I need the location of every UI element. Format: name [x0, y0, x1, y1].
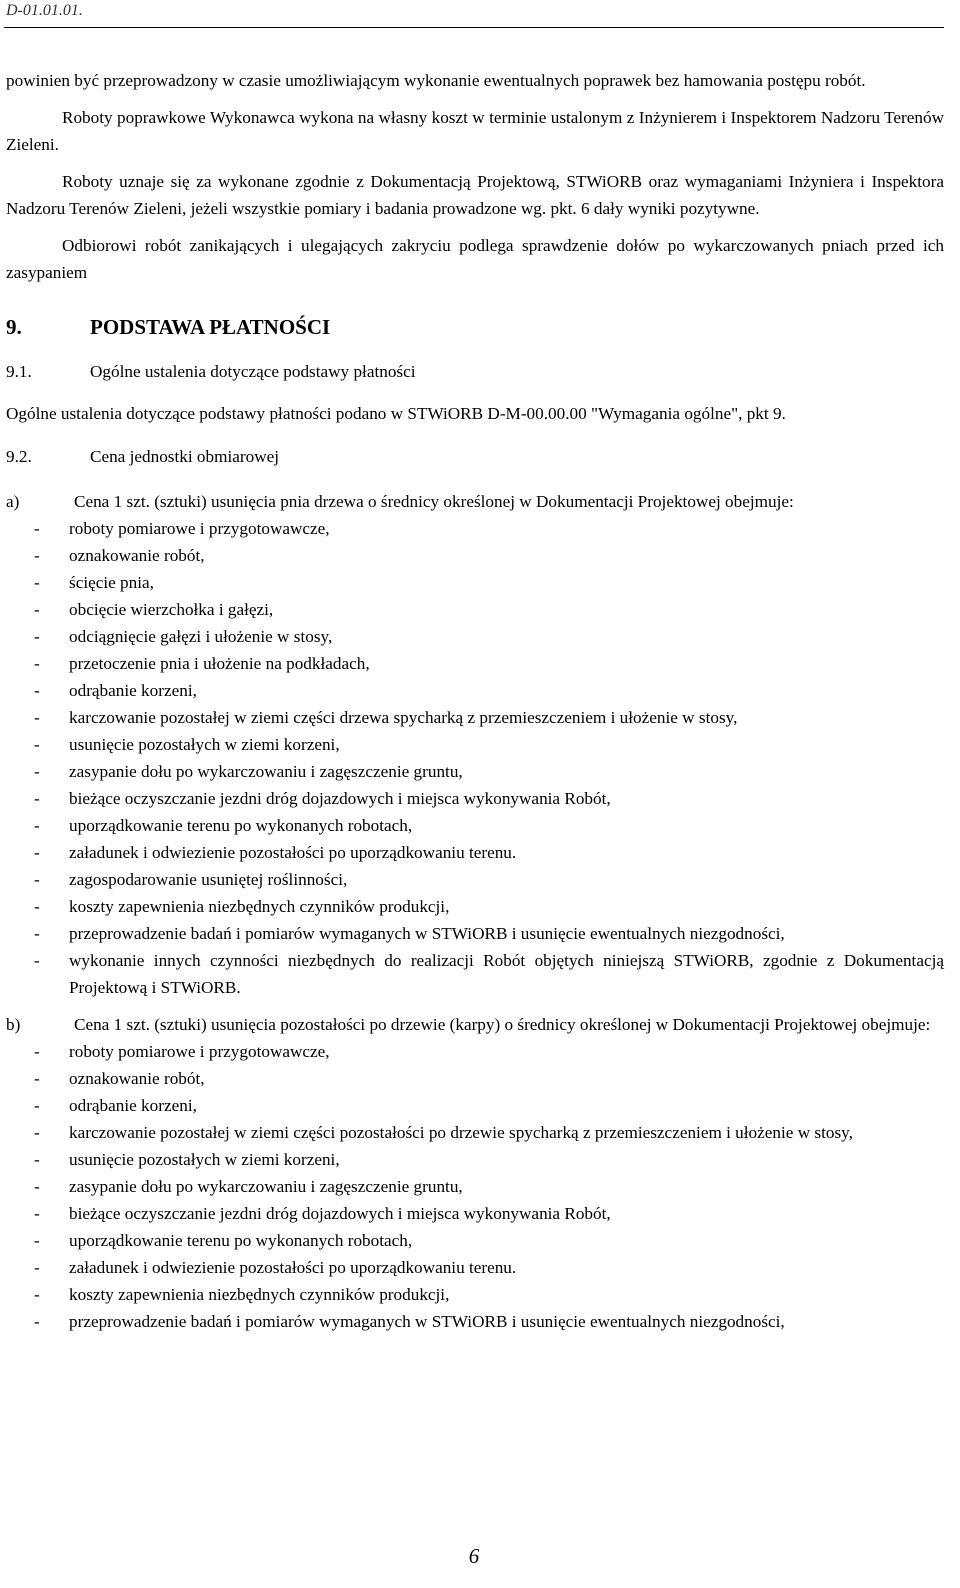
document-code-header: D-01.01.01.	[6, 2, 83, 19]
list-item	[6, 866, 944, 893]
item-text: Cena 1 szt. (sztuki) usunięcia pnia drzewa o średnicy określonej w Dokumentacji Projektowej obejmuje:	[74, 492, 794, 511]
list-item-text: koszty zapewnienia niezbędnych czynników produkcji,	[69, 1285, 450, 1304]
list-item-text: usunięcie pozostałych w ziemi korzeni,	[69, 735, 340, 754]
list-item-text: ścięcie pnia,	[69, 573, 154, 592]
list-item-text: przeprowadzenie badań i pomiarów wymaganych w STWiORB i usunięcie ewentualnych niezgodności,	[69, 1312, 785, 1331]
dash-bullet: -	[34, 924, 40, 943]
dash-bullet: -	[34, 1069, 40, 1088]
dash-bullet: -	[34, 1231, 40, 1250]
list-item	[6, 623, 944, 650]
dash-bullet: -	[34, 627, 40, 646]
paragraph-corrective-works: Roboty poprawkowe Wykonawca wykona na własny koszt w terminie ustalonym z Inżynierem i Inspektorem Nadzoru Terenów Zieleni.	[6, 108, 944, 154]
list-item	[6, 1254, 944, 1281]
subsection-title: Ogólne ustalenia dotyczące podstawy płatności	[90, 362, 416, 381]
list-item	[6, 1308, 944, 1335]
list-item-text: załadunek i odwiezienie pozostałości po uporządkowaniu terenu.	[69, 1258, 517, 1277]
list-item-text: karczowanie pozostałej w ziemi części pozostałości po drzewie spycharką z przemieszczeniem i ułożenie w stosy,	[69, 1123, 853, 1142]
dash-bullet: -	[34, 708, 40, 727]
list-item-text: bieżące oczyszczanie jezdni dróg dojazdowych i miejsca wykonywania Robót,	[69, 789, 611, 808]
subsection-number: 9.2.	[6, 447, 32, 466]
list-item-text: uporządkowanie terenu po wykonanych robotach,	[69, 1231, 413, 1250]
list-item	[6, 758, 944, 785]
dash-bullet: -	[34, 546, 40, 565]
item-marker: a)	[6, 492, 20, 511]
list-item-text: przetoczenie pnia i ułożenie na podkładach,	[69, 654, 370, 673]
dash-bullet: -	[34, 573, 40, 592]
dash-bullet: -	[34, 897, 40, 916]
list-item	[6, 1200, 944, 1227]
list-item-text: usunięcie pozostałych w ziemi korzeni,	[69, 1150, 340, 1169]
list-item-text: odrąbanie korzeni,	[69, 1096, 197, 1115]
item-text: Cena 1 szt. (sztuki) usunięcia pozostałości po drzewie (karpy) o średnicy określonej w Dokumentacji Projektowej obejmuje:	[74, 1015, 931, 1034]
list-item-text: załadunek i odwiezienie pozostałości po uporządkowaniu terenu.	[69, 843, 517, 862]
dash-bullet: -	[34, 789, 40, 808]
dash-bullet: -	[34, 762, 40, 781]
list-item	[6, 1227, 944, 1254]
paragraph-general-rules: Ogólne ustalenia dotyczące podstawy płatności podano w STWiORB D-M-00.00.00 "Wymagania ogólne", pkt 9.	[6, 404, 786, 423]
dash-bullet: -	[34, 519, 40, 538]
list-item	[6, 785, 944, 812]
list-item-text: roboty pomiarowe i przygotowawcze,	[69, 1042, 330, 1061]
list-item-text: oznakowanie robót,	[69, 1069, 205, 1088]
list-item-text: zasypanie dołu po wykarczowaniu i zagęszczenie gruntu,	[69, 1177, 463, 1196]
list-item-text: odrąbanie korzeni,	[69, 681, 197, 700]
dash-bullet: -	[34, 735, 40, 754]
list-item-text: roboty pomiarowe i przygotowawcze,	[69, 519, 330, 538]
list-item	[6, 1092, 944, 1119]
section-title: PODSTAWA PŁATNOŚCI	[90, 315, 331, 339]
paragraph-hidden-works: Odbiorowi robót zanikających i ulegających zakryciu podlega sprawdzenie dołów po wykarczowanych pniach przed ich zasypaniem	[6, 236, 944, 282]
paragraph-continuation: powinien być przeprowadzony w czasie umożliwiającym wykonanie ewentualnych poprawek bez hamowania postępu robót.	[6, 71, 866, 90]
dash-bullet: -	[34, 870, 40, 889]
dash-bullet: -	[34, 1204, 40, 1223]
list-item-text: obcięcie wierzchołka i gałęzi,	[69, 600, 274, 619]
list-item	[6, 1038, 944, 1065]
dash-bullet: -	[34, 1312, 40, 1331]
dash-bullet: -	[34, 681, 40, 700]
price-item-b	[6, 1011, 944, 1038]
price-item-a	[6, 488, 944, 515]
list-item	[6, 1173, 944, 1200]
list-item-text: zagospodarowanie usuniętej roślinności,	[69, 870, 348, 889]
dash-bullet: -	[34, 1096, 40, 1115]
dash-bullet: -	[34, 816, 40, 835]
dash-bullet: -	[34, 1285, 40, 1304]
subsection-title: Cena jednostki obmiarowej	[90, 447, 280, 466]
dash-bullet: -	[34, 1123, 40, 1142]
header-divider	[4, 27, 944, 28]
dash-bullet: -	[34, 1177, 40, 1196]
item-marker: b)	[6, 1015, 21, 1034]
subsection-heading-9-1	[6, 358, 944, 385]
list-item	[6, 947, 944, 1001]
list-item-text: bieżące oczyszczanie jezdni dróg dojazdowych i miejsca wykonywania Robót,	[69, 1204, 611, 1223]
list-item	[6, 1119, 944, 1146]
dash-bullet: -	[34, 1150, 40, 1169]
list-item-text: oznakowanie robót,	[69, 546, 205, 565]
paragraph-acceptance: Roboty uznaje się za wykonane zgodnie z Dokumentacją Projektową, STWiORB oraz wymaganiami Inżyniera i Inspektora Nadzoru Terenów Zieleni, jeżeli wszystkie pomiary i badania prowadzone wg. pkt. 6 dały wyniki pozytywne.	[6, 172, 944, 218]
section-heading-9	[6, 312, 944, 342]
list-item	[6, 731, 944, 758]
list-item	[6, 812, 944, 839]
list-item-text: odciągnięcie gałęzi i ułożenie w stosy,	[69, 627, 333, 646]
list-item	[6, 893, 944, 920]
item-b-list	[6, 1038, 944, 1335]
dash-bullet: -	[34, 843, 40, 862]
list-item-text: przeprowadzenie badań i pomiarów wymaganych w STWiORB i usunięcie ewentualnych niezgodności,	[69, 924, 785, 943]
page-number: 6	[468, 1544, 480, 1568]
list-item	[6, 515, 944, 542]
list-item-text: uporządkowanie terenu po wykonanych robotach,	[69, 816, 413, 835]
dash-bullet: -	[34, 600, 40, 619]
list-item	[6, 920, 944, 947]
list-item	[6, 1281, 944, 1308]
subsection-heading-9-2	[6, 443, 944, 470]
section-number: 9.	[6, 315, 22, 339]
dash-bullet: -	[34, 951, 40, 970]
list-item	[6, 650, 944, 677]
dash-bullet: -	[34, 654, 40, 673]
document-body	[6, 67, 944, 1335]
list-item	[6, 704, 944, 731]
subsection-number: 9.1.	[6, 362, 32, 381]
list-item-text: koszty zapewnienia niezbędnych czynników produkcji,	[69, 897, 450, 916]
list-item	[6, 569, 944, 596]
list-item	[6, 542, 944, 569]
list-item	[6, 1146, 944, 1173]
item-a-list	[6, 515, 944, 1001]
list-item	[6, 677, 944, 704]
list-item-text: wykonanie innych czynności niezbędnych do realizacji Robót objętych niniejszą STWiORB, zgodnie z Dokumentacją Projektową i STWiORB.	[69, 951, 944, 997]
list-item-text: zasypanie dołu po wykarczowaniu i zagęszczenie gruntu,	[69, 762, 463, 781]
list-item	[6, 1065, 944, 1092]
dash-bullet: -	[34, 1042, 40, 1061]
list-item	[6, 839, 944, 866]
dash-bullet: -	[34, 1258, 40, 1277]
list-item	[6, 596, 944, 623]
list-item-text: karczowanie pozostałej w ziemi części drzewa spycharką z przemieszczeniem i ułożenie w stosy,	[69, 708, 738, 727]
